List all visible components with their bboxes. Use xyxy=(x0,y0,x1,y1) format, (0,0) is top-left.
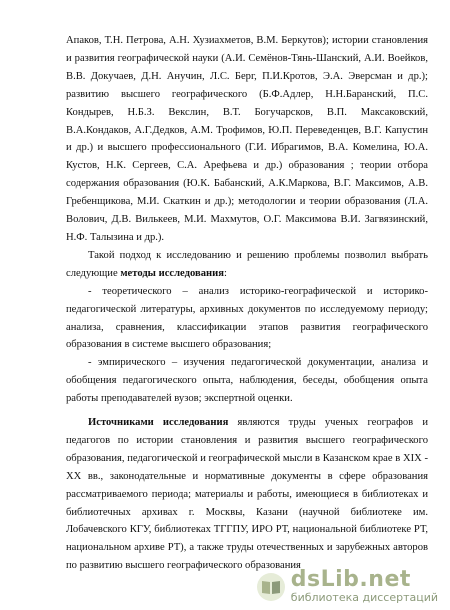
methods-heading: методы исследования xyxy=(120,267,224,279)
book-icon xyxy=(257,573,285,601)
watermark-subtitle: библиотека диссертаций xyxy=(290,591,438,604)
watermark-brand xyxy=(291,569,438,604)
document-body xyxy=(66,32,428,575)
paragraph-sources-list: Апаков, Т.Н. Петрова, А.Н. Хузиахметов, В.М. Беркутов); истории становления и развития географической науки (А.И. Семёнов-Тянь-Шанский, А.И. Воейков, В.В. Докучаев, Д.Н. Анучин, Л.С. Берг, П.И.Кротов, Э.А. Эверсман и др.); развитию высшего географического (Б.Ф.Адлер, Н.Н.Баранский, П.С. Кондырев, Н.Б.З. Векслин, В.Т. Богучарсков, В.П. Максаковский, В.А.Кондаков, А.Г.Дедков, А.М. Трофимов, Ю.П. Переведенцев, В.Г. Капустин и др.) и высшего профессионального (Г.И. Ибрагимов, В.А. Комелина, Ю.А. Кустов, Н.К. Сергеев, С.А. Арефьева и др.) образования ; теории отбора содержания образования (Ю.К. Бабанский, А.К.Маркова, В.Г. Максимов, А.В. Гребенщикова, М.И. Скаткин и др.); методологии и теории образования (Л.А. Волович, Д.В. Вилькеев, М.И. Махмутов, О.Г. Максимова В.И. Загвязинский, Н.Ф. Талызина и др.). xyxy=(66,35,428,243)
methods-colon: : xyxy=(223,267,227,279)
paragraph-empirical-methods: - эмпирического – изучения педагогической документации, анализа и обобщения педагогического опыта, наблюдения, беседы, обобщения опыта работы преподавателей вузов; экспертной оценки. xyxy=(66,357,428,405)
dslib-watermark[interactable] xyxy=(257,569,438,604)
methods-intro-text: Такой подход к исследованию и решению проблемы позволил выбрать следующие xyxy=(66,249,428,279)
paragraph-research-sources xyxy=(66,414,428,575)
paragraph-methods-intro xyxy=(66,247,428,283)
watermark-brand-name: dsLib.net xyxy=(290,567,411,592)
paragraph-theoretical-methods: - теоретического – анализ историко-географической и историко-педагогической литературы, архивных документов по исследуемому периоду; анализа, сравнения, классификации этапов развития географического образования в системе высшего образования; xyxy=(66,285,428,351)
sources-heading: Источниками исследования xyxy=(88,417,229,429)
sources-text: являются труды ученых географов и педагогов по истории становления и развития высшего географического образования, педагогической и географической мысли в Казанском крае в XIX - XX вв., законодательные и нормативные документы в сфере образования рассматриваемого периода; материалы и работы, имеющиеся в библиотеках и библиотечных архивах г. Москвы, Казани (научной библиотеке им. Лобачевского КГУ, библиотеках ТГГПУ, ИРО РТ, национальной библиотеке РТ, национальном архиве РТ), а также труды отечественных и зарубежных авторов по развитию высшего географического образования xyxy=(66,417,428,572)
